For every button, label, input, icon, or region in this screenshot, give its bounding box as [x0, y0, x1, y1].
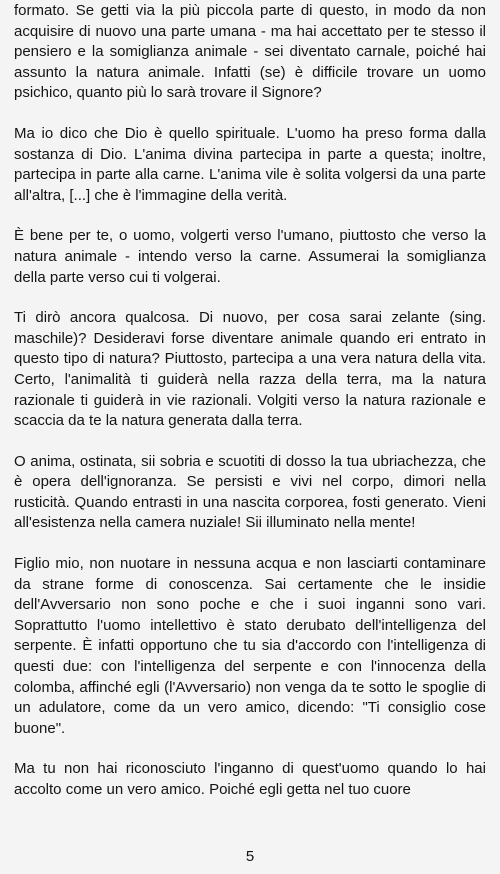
paragraph-4: Ti dirò ancora qualcosa. Di nuovo, per cosa sarai zelante (sing. maschile)? Desideravi forse diventare animale quando eri entrato in questo tipo di natura? Piuttosto, partecipa a una vera natura della vita. Certo, l'animalità ti guiderà nella razza della terra, ma la natura razionale ti guiderà in vie razionali. Volgiti verso la natura razionale e scaccia da te la natura generata dalla terra. — [14, 309, 486, 430]
paragraph-7: Ma tu non hai riconosciuto l'inganno di quest'uomo quando lo hai accolto come un vero amico. Poiché egli getta nel tuo cuore — [14, 760, 486, 798]
paragraph-5: O anima, ostinata, sii sobria e scuotiti di dosso la tua ubriachezza, che è opera dell'ignoranza. Se persisti e vivi nel corpo, dimori nella rusticità. Quando entrasti in una nascita corporea, fosti generato. Vieni all'esistenza nella camera nuziale! Sii illuminato nella mente! — [14, 452, 486, 532]
paragraph-2: Ma io dico che Dio è quello spirituale. L'uomo ha preso forma dalla sostanza di Dio. L'anima divina partecipa in parte a questa; inoltre, partecipa in parte alla carne. L'anima vile è solita volgersi da una parte all'altra, [...] che è l'immagine della verità. — [14, 124, 486, 204]
paragraph-1: formato. Se getti via la più piccola parte di questo, in modo da non acquisire di nuovo una parte umana - ma hai accettato per te stesso il pensiero e la somiglianza animale - sei diventato carnale, poiché hai assunto la natura animale. Infatti (se) è difficile trovare un uomo psichico, quanto più lo sarà trovare il Signore? — [14, 2, 486, 102]
page-number: 5 — [245, 848, 255, 865]
paragraph-6: Figlio mio, non nuotare in nessuna acqua e non lasciarti contaminare da strane forme di conoscenza. Sai certamente che le insidie dell'Avversario non sono poche e che i suoi inganni sono vari. Soprattutto l'uomo intellettivo è stato derubato dell'intelligenza del serpente. È infatti opportuno che tu sia d'accordo con l'intelligenza di questi due: con l'intelligenza del serpente e con l'innocenza della colomba, affinché egli (l'Avversario) non venga da te sotto le spoglie di un adulatore, come da un vero amico, dicendo: "Ti consiglio cose buone". — [14, 555, 486, 737]
paragraph-3: È bene per te, o uomo, volgerti verso l'umano, piuttosto che verso la natura animale - intendo verso la carne. Assumerai la somiglianza della parte verso cui ti volgerai. — [14, 227, 486, 286]
